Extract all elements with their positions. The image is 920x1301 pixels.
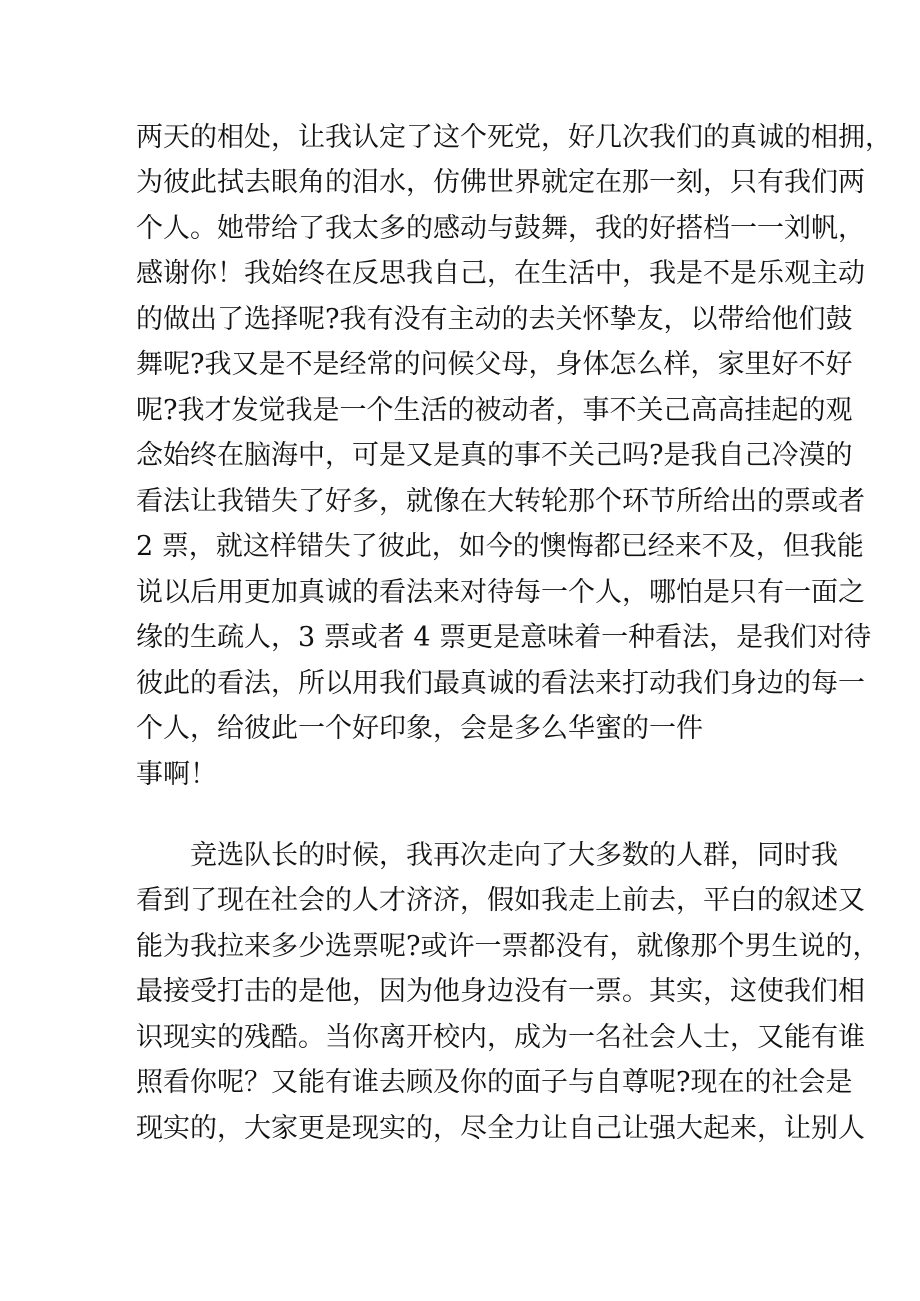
text-line: 呢?我才发觉我是一个生活的被动者，事不关己高高挂起的观	[136, 395, 853, 426]
text-line: 两天的相处，让我认定了这个死党，好几次我们的真诚的相拥，	[136, 122, 892, 153]
text-line: 缘的生疏人，3 票或者 4 票更是意味着一种看法，是我们对待	[136, 622, 872, 653]
text-line: 感谢你！我始终在反思我自己，在生活中，我是不是乐观主动	[136, 258, 865, 289]
text-line: 2 票，就这样错失了彼此，如今的懊悔都已经来不及，但我能	[136, 531, 864, 562]
text-line: 念始终在脑海中，可是又是真的事不关己吗?是我自己冷漠的	[136, 440, 853, 471]
text-line: 彼此的看法，所以用我们最真诚的看法来打动我们身边的每一	[136, 668, 865, 699]
text-line: 竞选队长的时候，我再次走向了大多数的人群，同时我	[190, 840, 838, 871]
text-line: 个人，给彼此一个好印象，会是多么华蜜的一件	[136, 713, 703, 744]
text-line: 个人。她带给了我太多的感动与鼓舞，我的好搭档一一刘帆，	[136, 213, 865, 244]
text-line: 的做出了选择呢?我有没有主动的去关怀挚友，以带给他们鼓	[136, 304, 853, 335]
text-line: 现实的，大家更是现实的，尽全力让自己让强大起来，让别人	[136, 1113, 865, 1144]
text-line: 舞呢?我又是不是经常的问候父母，身体怎么样，家里好不好	[136, 349, 853, 380]
text-line: 事啊！	[136, 759, 217, 790]
text-line: 照看你呢？又能有谁去顾及你的面子与自尊呢?现在的社会是	[136, 1067, 853, 1098]
text-line: 为彼此拭去眼角的泪水，仿佛世界就定在那一刻，只有我们两	[136, 167, 865, 198]
text-line: 看到了现在社会的人才济济，假如我走上前去，平白的叙述又	[136, 885, 865, 916]
text-line: 看法让我错失了好多，就像在大转轮那个环节所给出的票或者	[136, 486, 865, 517]
text-line: 识现实的残酷。当你离开校内，成为一名社会人士，又能有谁	[136, 1022, 865, 1053]
text-line: 能为我拉来多少选票呢?或许一票都没有，就像那个男生说的，	[136, 931, 880, 962]
text-line: 说以后用更加真诚的看法来对待每一个人，哪怕是只有一面之	[136, 577, 865, 608]
text-line: 最接受打击的是他，因为他身边没有一票。其实，这使我们相	[136, 976, 865, 1007]
